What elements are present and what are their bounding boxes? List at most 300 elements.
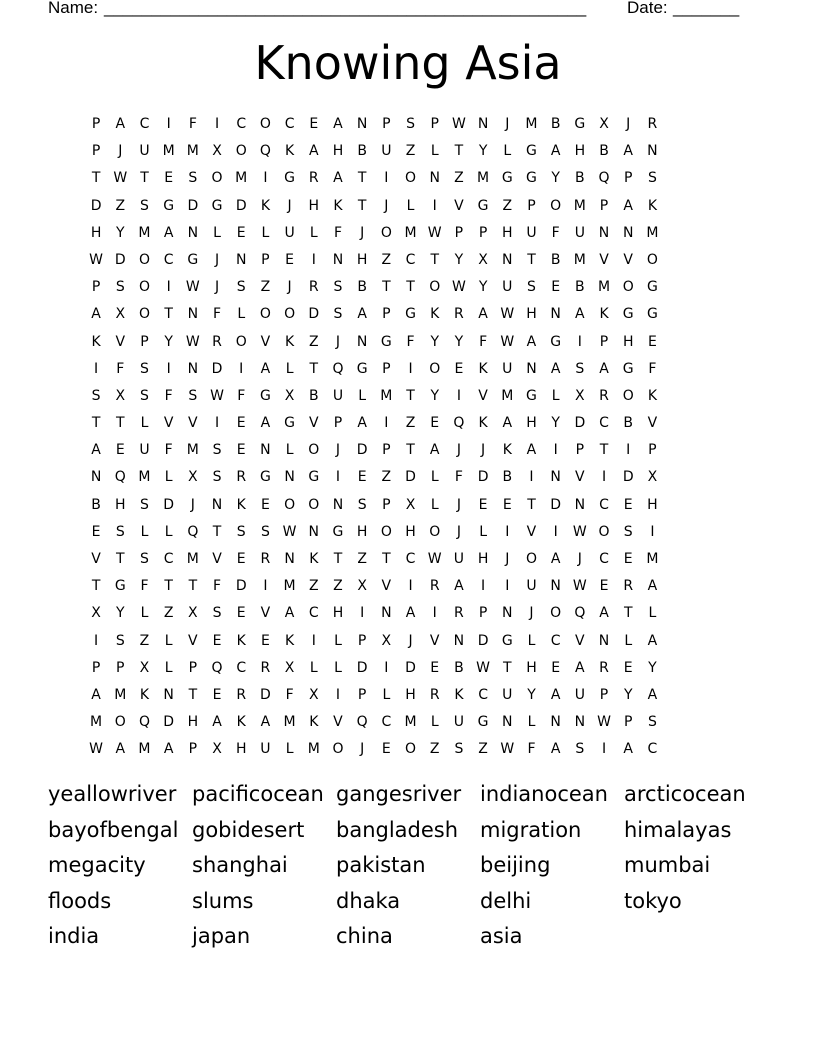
grid-letter: N bbox=[477, 116, 489, 132]
grid-letter: G bbox=[114, 578, 126, 595]
grid-letter: E bbox=[212, 632, 222, 649]
grid-letter: E bbox=[115, 442, 125, 459]
grid-letter: F bbox=[527, 741, 536, 758]
grid-letter: Y bbox=[478, 279, 488, 296]
grid-letter: D bbox=[260, 686, 271, 703]
grid-letter: H bbox=[526, 415, 537, 432]
grid-letter: A bbox=[405, 605, 416, 622]
grid-letter: I bbox=[481, 578, 486, 595]
grid-letter: Z bbox=[333, 578, 343, 595]
grid-letter: K bbox=[478, 360, 488, 377]
grid-letter: P bbox=[382, 360, 391, 377]
grid-letter: W bbox=[427, 551, 442, 567]
grid-letter: K bbox=[285, 143, 295, 160]
grid-letter: V bbox=[526, 523, 537, 540]
grid-letter: N bbox=[502, 714, 513, 731]
grid-letter: P bbox=[648, 442, 657, 459]
word-list-item: dhaka bbox=[336, 888, 401, 913]
grid-letter: V bbox=[91, 551, 101, 567]
grid-letter: X bbox=[212, 143, 222, 160]
grid-letter: K bbox=[236, 632, 246, 649]
grid-letter: M bbox=[404, 224, 417, 241]
word-list-item: china bbox=[336, 924, 393, 948]
grid-letter: T bbox=[406, 387, 415, 404]
grid-letter: B bbox=[454, 659, 464, 676]
grid-letter: D bbox=[235, 197, 247, 214]
grid-letter: A bbox=[526, 442, 537, 459]
grid-letter: A bbox=[623, 741, 633, 758]
grid-letter: C bbox=[381, 714, 392, 731]
grid-letter: O bbox=[646, 251, 658, 268]
grid-letter: N bbox=[429, 170, 440, 187]
grid-letter: X bbox=[188, 469, 198, 486]
grid-letter: P bbox=[91, 279, 101, 296]
name-blank-line: ___________________________________________________ bbox=[104, 0, 587, 17]
grid-letter: R bbox=[623, 578, 634, 595]
grid-letter: V bbox=[599, 251, 609, 268]
grid-letter: G bbox=[622, 360, 634, 377]
grid-letter: C bbox=[284, 116, 295, 132]
grid-letter: L bbox=[285, 360, 294, 377]
grid-letter: J bbox=[360, 224, 365, 241]
grid-letter: I bbox=[214, 116, 220, 132]
grid-row bbox=[84, 165, 665, 192]
grid-letter: T bbox=[91, 578, 101, 595]
grid-letter: T bbox=[333, 551, 343, 567]
grid-letter: A bbox=[575, 659, 585, 676]
grid-letter: L bbox=[479, 523, 487, 540]
grid-letter: Y bbox=[478, 143, 488, 160]
grid-letter: V bbox=[647, 415, 658, 432]
grid-letter: M bbox=[404, 714, 417, 731]
grid-letter: H bbox=[477, 551, 489, 567]
grid-letter: I bbox=[311, 632, 316, 649]
grid-letter: R bbox=[647, 116, 658, 132]
grid-letter: V bbox=[212, 551, 222, 567]
grid-letter: B bbox=[308, 387, 319, 404]
grid-letter: W bbox=[282, 523, 297, 540]
grid-letter: F bbox=[479, 333, 488, 350]
grid-letter: O bbox=[138, 279, 150, 296]
grid-letter: R bbox=[236, 469, 247, 486]
grid-letter: W bbox=[427, 224, 442, 241]
grid-letter: Y bbox=[623, 686, 633, 703]
grid-letter: X bbox=[115, 306, 126, 323]
grid-letter: G bbox=[356, 360, 368, 377]
grid-letter: P bbox=[333, 415, 343, 432]
grid-letter: W bbox=[185, 333, 200, 350]
grid-letter: A bbox=[647, 686, 658, 703]
grid-letter: T bbox=[116, 551, 125, 567]
word-list-item: beijing bbox=[480, 853, 551, 877]
grid-letter: S bbox=[140, 496, 149, 513]
grid-letter: G bbox=[308, 469, 320, 486]
grid-letter: A bbox=[502, 415, 513, 432]
grid-letter: I bbox=[408, 360, 413, 377]
grid-letter: O bbox=[211, 170, 223, 187]
word-list-item: migration bbox=[480, 817, 582, 842]
grid-letter: N bbox=[90, 469, 102, 486]
grid-letter: D bbox=[622, 469, 634, 486]
grid-letter: J bbox=[360, 741, 365, 758]
grid-letter: T bbox=[623, 605, 633, 622]
grid-letter: T bbox=[406, 442, 415, 459]
grid-letter: I bbox=[432, 605, 437, 622]
grid-letter: E bbox=[236, 551, 246, 567]
grid-letter: R bbox=[599, 387, 609, 404]
grid-letter: L bbox=[624, 632, 633, 649]
grid-letter: P bbox=[478, 224, 488, 241]
grid-row bbox=[84, 519, 665, 546]
grid-letter: G bbox=[646, 279, 658, 296]
grid-letter: K bbox=[236, 496, 246, 513]
grid-letter: O bbox=[405, 741, 417, 758]
grid-letter: L bbox=[382, 686, 391, 703]
grid-letter: P bbox=[140, 333, 149, 350]
grid-letter: N bbox=[574, 714, 586, 731]
name-label: Name: bbox=[48, 0, 99, 17]
grid-letter: U bbox=[139, 442, 150, 459]
grid-letter: E bbox=[647, 333, 657, 350]
word-list-item: gangesriver bbox=[336, 782, 462, 806]
grid-letter: P bbox=[188, 659, 198, 676]
grid-letter: N bbox=[647, 143, 658, 160]
grid-letter: A bbox=[454, 578, 464, 595]
grid-letter: I bbox=[335, 469, 341, 486]
grid-letter: E bbox=[502, 496, 512, 513]
grid-letter: N bbox=[308, 523, 320, 540]
grid-letter: I bbox=[505, 523, 510, 540]
grid-letter: A bbox=[284, 605, 295, 622]
grid-letter: S bbox=[236, 523, 246, 540]
grid-letter: B bbox=[91, 496, 101, 513]
grid-letter: L bbox=[309, 659, 318, 676]
grid-letter: P bbox=[357, 632, 367, 649]
grid-letter: P bbox=[430, 116, 439, 132]
grid-letter: P bbox=[599, 333, 609, 350]
grid-letter: J bbox=[456, 496, 461, 513]
grid-letter: I bbox=[335, 686, 341, 703]
grid-letter: Q bbox=[356, 714, 368, 731]
grid-letter: K bbox=[139, 686, 150, 703]
grid-letter: V bbox=[188, 632, 198, 649]
grid-letter: N bbox=[502, 251, 513, 268]
grid-letter: B bbox=[575, 279, 585, 296]
grid-letter: C bbox=[139, 116, 150, 132]
grid-letter: O bbox=[622, 387, 634, 404]
grid-letter: N bbox=[187, 306, 199, 323]
grid-letter: A bbox=[599, 360, 609, 377]
grid-letter: T bbox=[91, 170, 101, 187]
grid-letter: G bbox=[477, 714, 489, 731]
grid-letter: T bbox=[188, 578, 198, 595]
grid-letter: K bbox=[91, 333, 101, 350]
grid-letter: L bbox=[309, 224, 318, 241]
grid-letter: L bbox=[648, 605, 657, 622]
grid-letter: C bbox=[599, 415, 609, 432]
grid-letter: L bbox=[285, 741, 294, 758]
grid-letter: U bbox=[453, 551, 465, 567]
grid-letter: N bbox=[502, 605, 513, 622]
grid-letter: E bbox=[357, 469, 367, 486]
grid-letter: H bbox=[332, 143, 344, 160]
grid-letter: S bbox=[575, 360, 585, 377]
word-list-item: pakistan bbox=[336, 853, 426, 877]
word-search-grid bbox=[84, 111, 665, 764]
grid-letter: R bbox=[429, 686, 440, 703]
grid-letter: H bbox=[405, 686, 416, 703]
grid-letter: T bbox=[357, 197, 367, 214]
grid-letter: V bbox=[260, 605, 271, 622]
grid-letter: Z bbox=[454, 170, 464, 187]
grid-row bbox=[84, 329, 665, 356]
grid-letter: O bbox=[138, 251, 150, 268]
grid-letter: N bbox=[235, 251, 247, 268]
grid-letter: A bbox=[526, 333, 537, 350]
grid-letter: N bbox=[284, 469, 295, 486]
grid-letter: J bbox=[626, 116, 631, 132]
grid-letter: U bbox=[574, 224, 585, 241]
grid-letter: C bbox=[163, 251, 174, 268]
grid-row bbox=[84, 464, 665, 491]
grid-letter: U bbox=[574, 686, 585, 703]
grid-letter: M bbox=[186, 551, 199, 567]
grid-letter: T bbox=[382, 279, 391, 296]
grid-letter: L bbox=[140, 605, 149, 622]
grid-letter: I bbox=[553, 442, 558, 459]
grid-letter: W bbox=[597, 714, 611, 731]
grid-letter: I bbox=[577, 333, 582, 350]
grid-row bbox=[84, 682, 665, 709]
grid-letter: N bbox=[550, 469, 561, 486]
grid-letter: I bbox=[553, 523, 558, 540]
grid-letter: A bbox=[333, 116, 343, 132]
grid-letter: R bbox=[308, 279, 319, 296]
grid-letter: B bbox=[550, 116, 561, 132]
grid-letter: S bbox=[333, 306, 343, 323]
grid-letter: C bbox=[599, 496, 609, 513]
grid-letter: L bbox=[164, 632, 173, 649]
grid-letter: O bbox=[259, 116, 271, 132]
grid-letter: G bbox=[284, 415, 296, 432]
grid-letter: N bbox=[332, 496, 344, 513]
grid-letter: U bbox=[526, 578, 537, 595]
grid-row bbox=[84, 138, 665, 165]
grid-letter: E bbox=[623, 659, 633, 676]
grid-letter: N bbox=[550, 578, 561, 595]
grid-letter: H bbox=[574, 143, 586, 160]
grid-letter: E bbox=[430, 415, 440, 432]
word-list-item: shanghai bbox=[192, 853, 288, 877]
grid-letter: A bbox=[260, 415, 271, 432]
grid-letter: L bbox=[430, 496, 439, 513]
grid-letter: A bbox=[115, 116, 126, 132]
grid-letter: C bbox=[308, 605, 319, 622]
grid-letter: M bbox=[186, 442, 199, 459]
grid-letter: Z bbox=[139, 632, 150, 649]
grid-letter: V bbox=[429, 632, 440, 649]
grid-letter: G bbox=[259, 387, 271, 404]
grid-letter: C bbox=[599, 551, 609, 567]
grid-letter: S bbox=[115, 279, 125, 296]
grid-letter: N bbox=[356, 116, 368, 132]
grid-letter: Y bbox=[116, 605, 125, 622]
grid-letter: K bbox=[502, 442, 512, 459]
grid-letter: S bbox=[140, 551, 149, 567]
grid-letter: L bbox=[503, 143, 512, 160]
grid-letter: P bbox=[527, 197, 536, 214]
grid-letter: M bbox=[138, 741, 151, 758]
grid-letter: A bbox=[599, 605, 609, 622]
worksheet-header bbox=[48, 0, 748, 19]
grid-letter: A bbox=[91, 686, 101, 703]
grid-letter: S bbox=[454, 741, 464, 758]
grid-letter: F bbox=[164, 387, 173, 404]
grid-letter: Z bbox=[357, 551, 367, 567]
grid-letter: O bbox=[598, 523, 610, 540]
grid-letter: E bbox=[260, 632, 270, 649]
grid-letter: Q bbox=[211, 659, 223, 676]
grid-letter: A bbox=[357, 415, 367, 432]
grid-letter: L bbox=[334, 659, 342, 676]
grid-letter: K bbox=[333, 197, 343, 214]
grid-letter: F bbox=[648, 360, 657, 377]
grid-letter: I bbox=[166, 360, 171, 377]
grid-letter: J bbox=[214, 251, 220, 268]
word-list-item: arcticocean bbox=[624, 782, 746, 806]
grid-letter: E bbox=[212, 686, 222, 703]
grid-letter: W bbox=[113, 170, 128, 187]
grid-letter: U bbox=[260, 741, 271, 758]
grid-letter: Z bbox=[308, 578, 319, 595]
grid-letter: D bbox=[550, 496, 562, 513]
grid-letter: B bbox=[502, 469, 513, 486]
grid-letter: L bbox=[406, 197, 415, 214]
grid-letter: H bbox=[332, 605, 344, 622]
grid-letter: F bbox=[454, 469, 463, 486]
grid-letter: Y bbox=[116, 224, 125, 241]
word-list-item: floods bbox=[48, 888, 112, 913]
grid-letter: V bbox=[308, 415, 319, 432]
grid-letter: M bbox=[283, 714, 296, 731]
grid-letter: C bbox=[405, 251, 416, 268]
grid-row bbox=[84, 546, 665, 573]
grid-letter: Y bbox=[648, 659, 657, 676]
grid-letter: Q bbox=[453, 415, 465, 432]
grid-letter: I bbox=[263, 578, 268, 595]
grid-letter: W bbox=[89, 741, 104, 758]
grid-letter: Z bbox=[405, 415, 416, 432]
grid-letter: F bbox=[406, 333, 415, 350]
grid-letter: M bbox=[525, 116, 538, 132]
grid-letter: Y bbox=[454, 251, 464, 268]
grid-letter: H bbox=[526, 659, 537, 676]
grid-letter: A bbox=[550, 741, 561, 758]
grid-letter: L bbox=[140, 415, 149, 432]
grid-letter: L bbox=[285, 442, 294, 459]
grid-letter: O bbox=[114, 714, 126, 731]
grid-letter: M bbox=[90, 714, 103, 731]
grid-letter: S bbox=[212, 605, 222, 622]
grid-letter: O bbox=[308, 442, 320, 459]
grid-letter: R bbox=[599, 659, 609, 676]
word-list-item: yeallowriver bbox=[48, 782, 177, 806]
grid-letter: O bbox=[429, 523, 441, 540]
grid-letter: S bbox=[140, 387, 149, 404]
grid-letter: G bbox=[646, 306, 658, 323]
grid-letter: C bbox=[236, 116, 247, 132]
grid-letter: I bbox=[263, 170, 268, 187]
grid-letter: S bbox=[333, 279, 343, 296]
grid-letter: J bbox=[335, 333, 341, 350]
grid-letter: X bbox=[115, 387, 126, 404]
grid-letter: R bbox=[429, 578, 440, 595]
grid-letter: S bbox=[91, 387, 101, 404]
grid-letter: O bbox=[235, 143, 247, 160]
grid-letter: X bbox=[357, 578, 367, 595]
grid-letter: M bbox=[307, 741, 320, 758]
grid-letter: X bbox=[405, 496, 416, 513]
grid-letter: M bbox=[114, 686, 127, 703]
grid-letter: T bbox=[382, 551, 391, 567]
grid-letter: Z bbox=[115, 197, 126, 214]
grid-letter: W bbox=[476, 659, 491, 676]
grid-letter: M bbox=[597, 279, 611, 296]
grid-letter: D bbox=[163, 714, 175, 731]
grid-letter: K bbox=[647, 387, 657, 404]
grid-letter: Y bbox=[551, 415, 560, 432]
grid-letter: J bbox=[577, 551, 582, 567]
grid-letter: G bbox=[163, 197, 175, 214]
grid-letter: I bbox=[626, 442, 631, 459]
grid-letter: D bbox=[477, 632, 489, 649]
grid-letter: N bbox=[526, 360, 537, 377]
grid-letter: K bbox=[260, 197, 270, 214]
grid-row bbox=[84, 492, 665, 519]
grid-letter: G bbox=[622, 306, 634, 323]
grid-letter: L bbox=[213, 224, 221, 241]
grid-letter: K bbox=[454, 686, 464, 703]
grid-letter: A bbox=[260, 360, 271, 377]
grid-letter: S bbox=[236, 279, 246, 296]
grid-letter: D bbox=[405, 659, 416, 676]
grid-letter: E bbox=[91, 523, 101, 540]
grid-letter: D bbox=[356, 659, 368, 676]
grid-letter: A bbox=[647, 632, 658, 649]
grid-letter: W bbox=[500, 333, 515, 350]
grid-letter: J bbox=[481, 442, 486, 459]
grid-row bbox=[84, 356, 665, 383]
grid-letter: S bbox=[140, 197, 149, 214]
grid-letter: T bbox=[527, 496, 536, 513]
grid-letter: P bbox=[575, 442, 585, 459]
grid-letter: C bbox=[647, 741, 658, 758]
grid-letter: G bbox=[477, 197, 489, 214]
grid-letter: O bbox=[622, 279, 634, 296]
grid-letter: L bbox=[237, 306, 246, 323]
word-list-item: delhi bbox=[480, 888, 532, 913]
grid-letter: E bbox=[236, 605, 246, 622]
grid-letter: R bbox=[308, 170, 319, 187]
grid-letter: D bbox=[163, 496, 175, 513]
grid-row bbox=[84, 573, 665, 600]
grid-letter: T bbox=[212, 523, 222, 540]
grid-letter: A bbox=[163, 224, 174, 241]
grid-letter: U bbox=[139, 143, 150, 160]
grid-letter: Z bbox=[405, 143, 416, 160]
grid-letter: V bbox=[478, 387, 488, 404]
grid-letter: A bbox=[260, 714, 271, 731]
